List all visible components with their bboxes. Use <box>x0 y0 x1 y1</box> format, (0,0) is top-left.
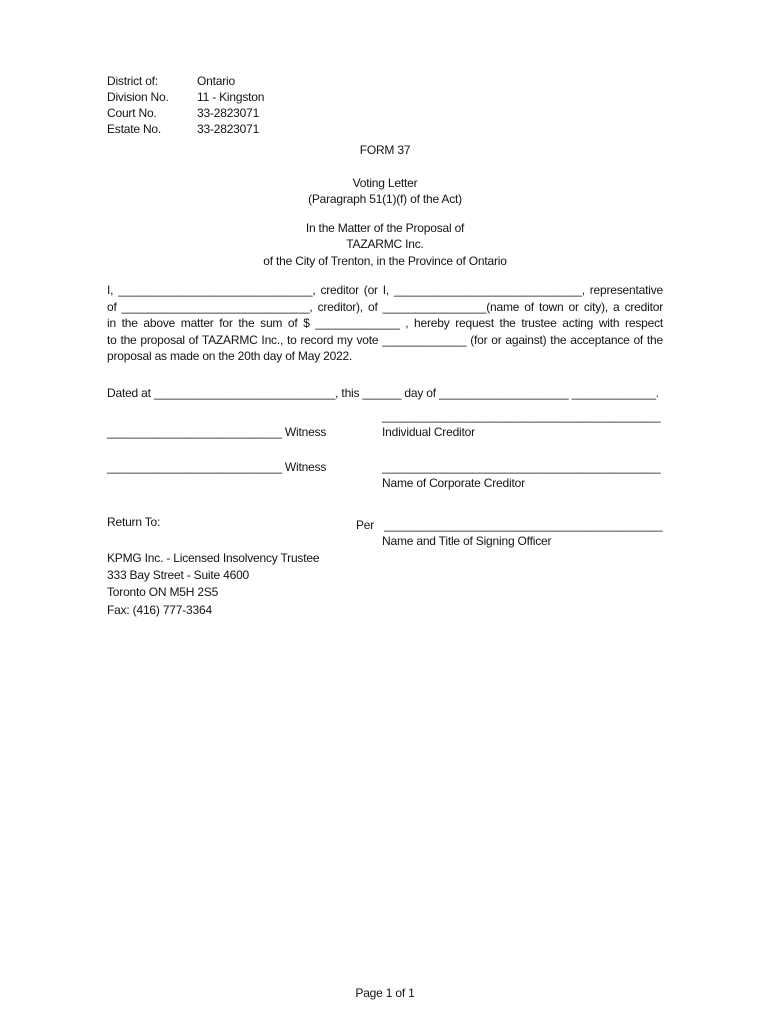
header-label-estate: Estate No. <box>107 122 162 136</box>
return-address-line: Toronto ON M5H 2S5 <box>107 585 219 599</box>
matter-location: of the City of Trenton, in the Province of Ontario <box>263 254 507 268</box>
header-label-court: Court No. <box>107 106 157 120</box>
signing-officer-label: Name and Title of Signing Officer <box>382 534 552 548</box>
return-to-label: Return To: <box>107 515 161 529</box>
body-line: of _____________________________, creditor), of ________________(name of town or city), a creditor <box>107 299 663 314</box>
witness-1-line: ___________________________ Witness <box>107 425 327 439</box>
corporate-signature-line: ___________________________________________ <box>382 460 661 474</box>
return-address-line: 333 Bay Street - Suite 4600 <box>107 568 250 582</box>
matter-company: TAZARMC Inc. <box>346 237 424 251</box>
form-title: Voting Letter <box>352 176 418 190</box>
header-value-estate: 33-2823071 <box>197 122 260 136</box>
witness-2-line: ___________________________ Witness <box>107 460 327 474</box>
body-line: proposal as made on the 20th day of May 2022. <box>107 349 353 363</box>
header-value-division: 11 - Kingston <box>197 90 265 104</box>
body-line: to the proposal of TAZARMC Inc., to record my vote _____________ (for or against) the acceptance of the <box>107 332 663 347</box>
corporate-creditor-label: Name of Corporate Creditor <box>382 476 525 490</box>
page-number: Page 1 of 1 <box>355 986 415 1000</box>
form-subtitle: (Paragraph 51(1)(f) of the Act) <box>308 192 462 206</box>
header-value-district: Ontario <box>197 74 235 88</box>
body-line: I, ______________________________, creditor (or I, _____________________________, representative <box>107 283 663 297</box>
individual-signature-line: ___________________________________________ <box>382 409 661 423</box>
return-address-line: KPMG Inc. - Licensed Insolvency Trustee <box>107 551 320 565</box>
header-label-division: Division No. <box>107 90 169 104</box>
header-value-court: 33-2823071 <box>197 106 260 120</box>
form-number: FORM 37 <box>359 143 411 157</box>
individual-creditor-label: Individual Creditor <box>382 425 475 439</box>
body-paragraph <box>107 282 663 365</box>
body-line: in the above matter for the sum of $ _____________ , hereby request the trustee acting with respect <box>107 316 663 330</box>
dated-line: Dated at ____________________________, this ______ day of ____________________ _____________. <box>107 386 659 400</box>
per-label: Per <box>356 518 375 532</box>
header-label-district: District of: <box>107 74 158 88</box>
officer-signature-line: ___________________________________________ <box>384 518 663 532</box>
return-address-line: Fax: (416) 777-3364 <box>107 603 212 617</box>
matter-line: In the Matter of the Proposal of <box>305 221 465 235</box>
